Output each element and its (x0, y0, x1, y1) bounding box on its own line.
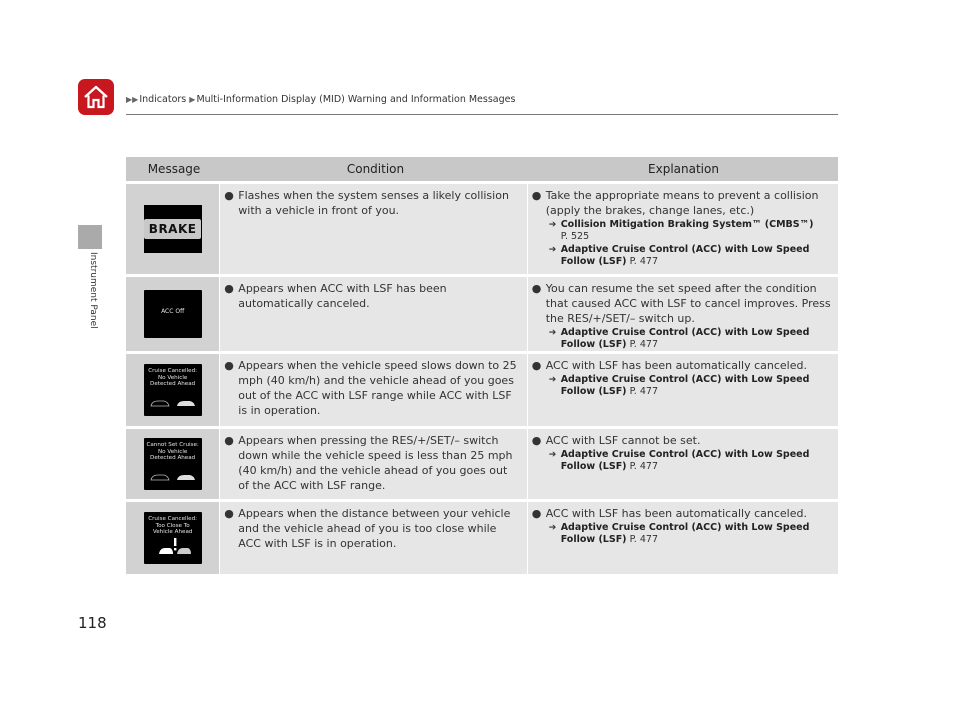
reference-page: P. 525 (560, 231, 590, 242)
reference-title: Adaptive Cruise Control (ACC) with Low Speed Follow (LSF) (560, 327, 810, 350)
column-header-message: Message (126, 157, 222, 181)
explanation-cell (528, 502, 838, 574)
explanation-text: ACC with LSF has been automatically canceled. (545, 359, 807, 372)
breadcrumb (126, 94, 515, 105)
reference-title: Collision Mitigation Braking System™ (CMBS™) (560, 219, 814, 230)
reference-arrow-icon: ➔ (548, 328, 557, 338)
condition-text: Appears when pressing the RES/+/SET/– switch down while the vehicle speed is less than 25 mph (40 km/h) and the vehicle ahead of you goes out of the ACC with LSF range. (238, 434, 513, 492)
breadcrumb-item[interactable]: Indicators (139, 94, 187, 105)
message-cell (126, 502, 219, 574)
cross-reference-link[interactable] (532, 327, 832, 351)
table-row (126, 277, 838, 351)
bullet-icon: ● (531, 189, 542, 202)
condition-text: Appears when ACC with LSF has been automatically canceled. (238, 282, 447, 310)
bullet-icon: ● (224, 282, 234, 295)
section-tab-marker (78, 225, 102, 249)
reference-page: P. 477 (629, 534, 658, 545)
table-row (126, 184, 838, 274)
home-icon[interactable] (78, 79, 114, 115)
bullet-icon: ● (224, 189, 234, 202)
bullet-icon: ● (224, 434, 234, 447)
explanation-cell (528, 354, 838, 426)
breadcrumb-arrow-icon: ▶ (189, 95, 196, 104)
cross-reference-link[interactable] (532, 244, 832, 268)
message-cell (126, 184, 219, 274)
explanation-cell (528, 184, 838, 274)
brake-label: BRAKE (144, 219, 202, 239)
reference-arrow-icon: ➔ (548, 523, 557, 533)
cross-reference-link[interactable] (532, 522, 832, 546)
breadcrumb-item[interactable]: Multi-Information Display (MID) Warning and Information Messages (196, 94, 516, 105)
cannot-set-cruise-display-image (144, 438, 202, 490)
column-header-explanation: Explanation (529, 157, 838, 181)
breadcrumb-arrow-icon: ▶▶ (126, 95, 139, 104)
display-text: ACC Off (161, 308, 185, 315)
condition-cell (220, 277, 526, 351)
condition-text: Appears when the vehicle speed slows down to 25 mph (40 km/h) and the vehicle ahead of you goes out of the ACC with LSF range while ACC with LSF is in operation. (238, 359, 517, 417)
vehicle-icon (148, 396, 198, 410)
message-cell (126, 277, 219, 351)
condition-cell (220, 429, 526, 499)
cruise-cancelled-display-image (144, 364, 202, 416)
message-cell (126, 429, 219, 499)
reference-page: P. 477 (629, 256, 658, 267)
collision-warning-icon (148, 537, 198, 557)
display-text: Cruise Cancelled: Too Close To Vehicle Ahead (148, 516, 198, 536)
bullet-icon: ● (224, 507, 234, 520)
bullet-icon: ● (531, 434, 542, 447)
explanation-text: ACC with LSF has been automatically canceled. (545, 507, 807, 520)
brake-display-image (144, 205, 202, 253)
acc-off-display-image (144, 290, 202, 338)
column-header-condition: Condition (223, 157, 528, 181)
explanation-cell (528, 277, 838, 351)
message-cell (126, 354, 219, 426)
table-row (126, 502, 838, 574)
vehicle-icon (148, 470, 198, 484)
condition-cell (220, 184, 526, 274)
condition-cell (220, 354, 526, 426)
table-row (126, 429, 838, 499)
too-close-display-image (144, 512, 202, 564)
bullet-icon: ● (531, 282, 542, 295)
reference-title: Adaptive Cruise Control (ACC) with Low Speed Follow (LSF) (560, 374, 810, 397)
messages-table (126, 157, 838, 574)
page-number: 118 (78, 614, 107, 632)
explanation-text: Take the appropriate means to prevent a collision (apply the brakes, change lanes, etc.) (545, 189, 819, 217)
reference-page: P. 477 (629, 461, 658, 472)
display-text: Cruise Cancelled: No Vehicle Detected Ahead (148, 368, 198, 388)
table-row (126, 354, 838, 426)
section-side-label: Instrument Panel (88, 252, 98, 329)
cross-reference-link[interactable] (532, 449, 832, 473)
explanation-text: You can resume the set speed after the condition that caused ACC with LSF to cancel improves. Press the RES/+/SET/– switch up. (545, 282, 831, 325)
condition-text: Flashes when the system senses a likely collision with a vehicle in front of you. (238, 189, 509, 217)
condition-text: Appears when the distance between your vehicle and the vehicle ahead of you is too close while ACC with LSF is in operation. (238, 507, 511, 550)
reference-arrow-icon: ➔ (548, 220, 557, 230)
condition-cell (220, 502, 526, 574)
reference-arrow-icon: ➔ (548, 450, 557, 460)
explanation-cell (528, 429, 838, 499)
cross-reference-link[interactable] (532, 219, 832, 243)
bullet-icon: ● (531, 359, 542, 372)
explanation-text: ACC with LSF cannot be set. (545, 434, 701, 447)
reference-page: P. 477 (629, 386, 658, 397)
reference-page: P. 477 (629, 339, 658, 350)
reference-title: Adaptive Cruise Control (ACC) with Low Speed Follow (LSF) (560, 522, 810, 545)
display-text: Cannot Set Cruise: No Vehicle Detected Ahead (146, 442, 199, 462)
bullet-icon: ● (224, 359, 234, 372)
header-divider (126, 114, 838, 115)
reference-arrow-icon: ➔ (548, 375, 557, 385)
reference-title: Adaptive Cruise Control (ACC) with Low Speed Follow (LSF) (560, 244, 810, 267)
bullet-icon: ● (531, 507, 542, 520)
table-header (126, 157, 838, 181)
reference-arrow-icon: ➔ (548, 245, 557, 255)
cross-reference-link[interactable] (532, 374, 832, 398)
reference-title: Adaptive Cruise Control (ACC) with Low Speed Follow (LSF) (560, 449, 810, 472)
